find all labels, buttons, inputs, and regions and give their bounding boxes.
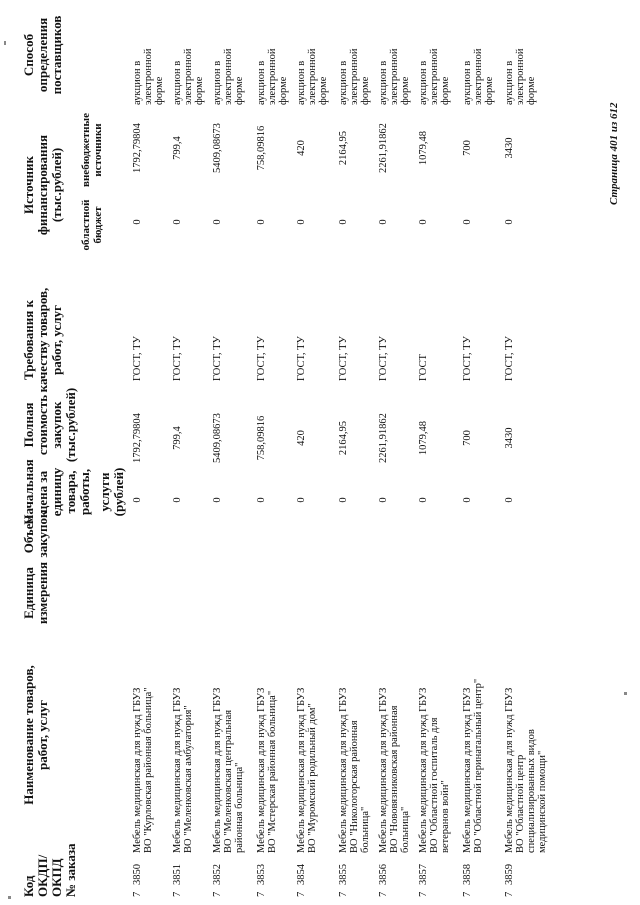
row-name: Мебель медицинская для нужд ГБУЗ ВО "Нововязниковская районная больница" (378, 687, 411, 853)
header-sources: Источник финансирования (тыс.рублей) (21, 134, 64, 236)
row-method: аукцион в электронной форме (256, 48, 289, 105)
row-name: Мебель медицинская для нужд ГБУЗ ВО "Никологорская районная больница" (338, 687, 371, 853)
header-method: Способ определения поставщиков (21, 15, 64, 95)
row-number: 3859 (504, 864, 515, 885)
row-method: аукцион в электронной форме (418, 48, 451, 105)
row-requirements: ГОСТ, ТУ (172, 336, 183, 381)
row-prefix: 7 (132, 891, 143, 897)
row-name: Мебель медицинская для нужд ГБУЗ ВО "Меленковская амбулатория" (172, 687, 194, 853)
row-prefix: 7 (172, 891, 183, 897)
row-price: 0 (296, 497, 307, 503)
row-method: аукцион в электронной форме (462, 48, 495, 105)
row-extrabudget: 1079,48 (418, 130, 429, 166)
row-name: Мебель медицинская для нужд ГБУЗ ВО "Меленковская центральная районная больница" (212, 687, 245, 853)
scan-speck (624, 692, 627, 695)
row-price: 0 (256, 497, 267, 503)
row-cost: 1079,48 (418, 420, 429, 456)
row-prefix: 7 (338, 891, 349, 897)
row-number: 3854 (296, 864, 307, 885)
page-number: Страница 401 из 612 (608, 102, 620, 205)
row-number: 3858 (462, 864, 473, 885)
row-number: 3852 (212, 864, 223, 885)
header-sources-extrabudget: внебюджетные источники (80, 113, 104, 187)
row-price: 0 (418, 497, 429, 503)
row-cost: 420 (296, 430, 307, 446)
row-regional: 0 (296, 219, 307, 225)
row-name: Мебель медицинская для нужд ГБУЗ ВО "Муромский родильный дом" (296, 687, 318, 853)
row-cost: 2261,91862 (378, 413, 389, 463)
row-prefix: 7 (462, 891, 473, 897)
row-number: 3855 (338, 864, 349, 885)
header-price: Начальная цена за единицу товара, работы, услуги (рублей) (21, 459, 126, 525)
row-cost: 758,09816 (256, 415, 267, 461)
header-unit: Единица измерения (21, 561, 50, 625)
row-prefix: 7 (212, 891, 223, 897)
row-price: 0 (212, 497, 223, 503)
row-prefix: 7 (296, 891, 307, 897)
row-regional: 0 (212, 219, 223, 225)
row-regional: 0 (132, 219, 143, 225)
row-extrabudget: 1792,79804 (132, 123, 143, 173)
row-regional: 0 (378, 219, 389, 225)
row-prefix: 7 (256, 891, 267, 897)
row-regional: 0 (418, 219, 429, 225)
row-number: 3853 (256, 864, 267, 885)
header-cost: Полная стоимость закупок (тыс.рублей) (21, 387, 78, 463)
row-requirements: ГОСТ, ТУ (256, 336, 267, 381)
row-method: аукцион в электронной форме (172, 48, 205, 105)
row-method: аукцион в электронной форме (338, 48, 371, 105)
row-prefix: 7 (418, 891, 429, 897)
row-price: 0 (378, 497, 389, 503)
row-regional: 0 (172, 219, 183, 225)
scan-speck (8, 896, 11, 899)
row-extrabudget: 3430 (504, 137, 515, 159)
row-requirements: ГОСТ, ТУ (132, 336, 143, 381)
row-number: 3857 (418, 864, 429, 885)
scan-speck (4, 41, 6, 45)
header-sources-regional: областной бюджет (80, 199, 104, 251)
row-method: аукцион в электронной форме (296, 48, 329, 105)
row-method: аукцион в электронной форме (212, 48, 245, 105)
row-requirements: ГОСТ, ТУ (296, 336, 307, 381)
row-method: аукцион в электронной форме (378, 48, 411, 105)
row-cost: 3430 (504, 427, 515, 449)
row-extrabudget: 5409,08673 (212, 123, 223, 173)
row-prefix: 7 (504, 891, 515, 897)
row-price: 0 (462, 497, 473, 503)
header-requirements: Требования к качеству товаров, работ, услуг (21, 287, 64, 393)
row-cost: 2164,95 (338, 420, 349, 456)
row-requirements: ГОСТ, ТУ (504, 336, 515, 381)
row-number: 3851 (172, 864, 183, 885)
row-cost: 700 (462, 430, 473, 446)
row-regional: 0 (462, 219, 473, 225)
row-price: 0 (172, 497, 183, 503)
header-volume: Объем закупок (21, 510, 50, 558)
row-name: Мебель медицинская для нужд ГБУЗ ВО "Областной перинатальный центр" (462, 678, 484, 853)
row-extrabudget: 2261,91862 (378, 123, 389, 173)
row-requirements: ГОСТ, ТУ (212, 336, 223, 381)
row-requirements: ГОСТ, ТУ (462, 336, 473, 381)
row-number: 3850 (132, 864, 143, 885)
row-extrabudget: 2164,95 (338, 130, 349, 166)
row-extrabudget: 758,09816 (256, 125, 267, 171)
row-name: Мебель медицинская для нужд ГБУЗ ВО "Областной госпиталь для ветеранов войн" (418, 687, 451, 853)
row-cost: 1792,79804 (132, 413, 143, 463)
row-requirements: ГОСТ (418, 354, 429, 381)
row-prefix: 7 (378, 891, 389, 897)
row-method: аукцион в электронной форме (132, 48, 165, 105)
row-cost: 5409,08673 (212, 413, 223, 463)
row-price: 0 (338, 497, 349, 503)
row-regional: 0 (256, 219, 267, 225)
row-extrabudget: 799,4 (172, 136, 183, 160)
header-name: Наименование товаров, работ, услуг (21, 665, 50, 805)
row-requirements: ГОСТ, ТУ (338, 336, 349, 381)
row-method: аукцион в электронной форме (504, 48, 537, 105)
row-price: 0 (504, 497, 515, 503)
row-regional: 0 (504, 219, 515, 225)
row-regional: 0 (338, 219, 349, 225)
row-number: 3856 (378, 864, 389, 885)
row-cost: 799,4 (172, 426, 183, 450)
row-name: Мебель медицинская для нужд ГБУЗ ВО "Областной центр специализированных видов медицинской помощи" (504, 687, 548, 853)
row-price: 0 (132, 497, 143, 503)
row-extrabudget: 700 (462, 140, 473, 156)
row-name: Мебель медицинская для нужд ГБУЗ ВО "Мстерская районная больница" (256, 687, 278, 853)
header-code: Код ОКДП/ ОКПД № заказа (21, 843, 78, 897)
row-extrabudget: 420 (296, 140, 307, 156)
row-name: Мебель медицинская для нужд ГБУЗ ВО "Курловская районная больница" (132, 687, 154, 853)
row-requirements: ГОСТ, ТУ (378, 336, 389, 381)
